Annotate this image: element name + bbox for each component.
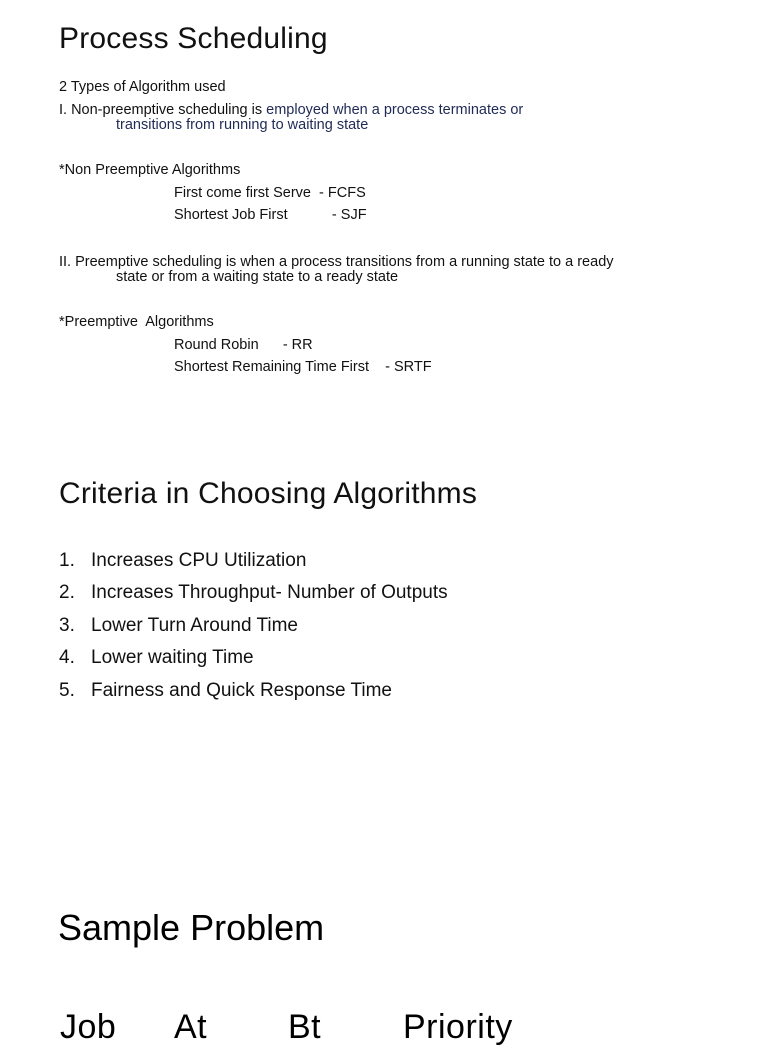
intro-text: 2 Types of Algorithm used	[59, 79, 226, 95]
sample-table-header-row	[60, 1008, 760, 1046]
nonpreemptive-definition-prefix: I. Non-preemptive scheduling is	[59, 102, 267, 118]
section-title-criteria: Criteria in Choosing Algorithms	[59, 477, 478, 510]
preemptive-algorithm-srtf: Shortest Remaining Time First - SRTF	[174, 359, 432, 375]
table-header-at: At	[174, 1008, 208, 1046]
criteria-item-number: 5.	[59, 680, 75, 701]
preemptive-definition-line2: state or from a waiting state to a ready state	[116, 269, 399, 285]
criteria-item-text: Fairness and Quick Response Time	[91, 680, 392, 701]
criteria-item-number: 3.	[59, 615, 75, 636]
criteria-item-number: 2.	[59, 582, 75, 603]
nonpreemptive-algorithm-sjf: Shortest Job First - SJF	[174, 207, 367, 223]
criteria-item-2	[59, 582, 448, 604]
criteria-item-3	[59, 615, 298, 637]
section-title-sample-problem: Sample Problem	[58, 907, 325, 948]
nonpreemptive-definition-line1	[59, 102, 523, 118]
criteria-item-text: Lower waiting Time	[91, 647, 254, 668]
criteria-item-text: Increases Throughput- Number of Outputs	[91, 582, 448, 603]
preemptive-algorithm-rr: Round Robin - RR	[174, 337, 313, 353]
criteria-item-text: Increases CPU Utilization	[91, 550, 307, 571]
nonpreemptive-header: *Non Preemptive Algorithms	[59, 162, 241, 178]
nonpreemptive-definition-rest: employed when a process terminates or	[266, 102, 524, 118]
nonpreemptive-algorithm-fcfs: First come first Serve - FCFS	[174, 185, 366, 201]
preemptive-header: *Preemptive Algorithms	[59, 314, 214, 330]
criteria-item-number: 1.	[59, 550, 75, 571]
table-header-job: Job	[60, 1008, 117, 1046]
criteria-item-number: 4.	[59, 647, 75, 668]
table-header-bt: Bt	[288, 1008, 322, 1046]
nonpreemptive-definition-line2: transitions from running to waiting state	[116, 117, 369, 133]
section-title-process-scheduling: Process Scheduling	[59, 22, 328, 55]
criteria-item-5	[59, 680, 392, 702]
table-header-priority: Priority	[403, 1008, 513, 1046]
criteria-item-4	[59, 647, 254, 669]
criteria-item-text: Lower Turn Around Time	[91, 615, 298, 636]
criteria-item-1	[59, 550, 306, 572]
preemptive-definition-line1: II. Preemptive scheduling is when a process transitions from a running state to a ready	[59, 254, 614, 270]
